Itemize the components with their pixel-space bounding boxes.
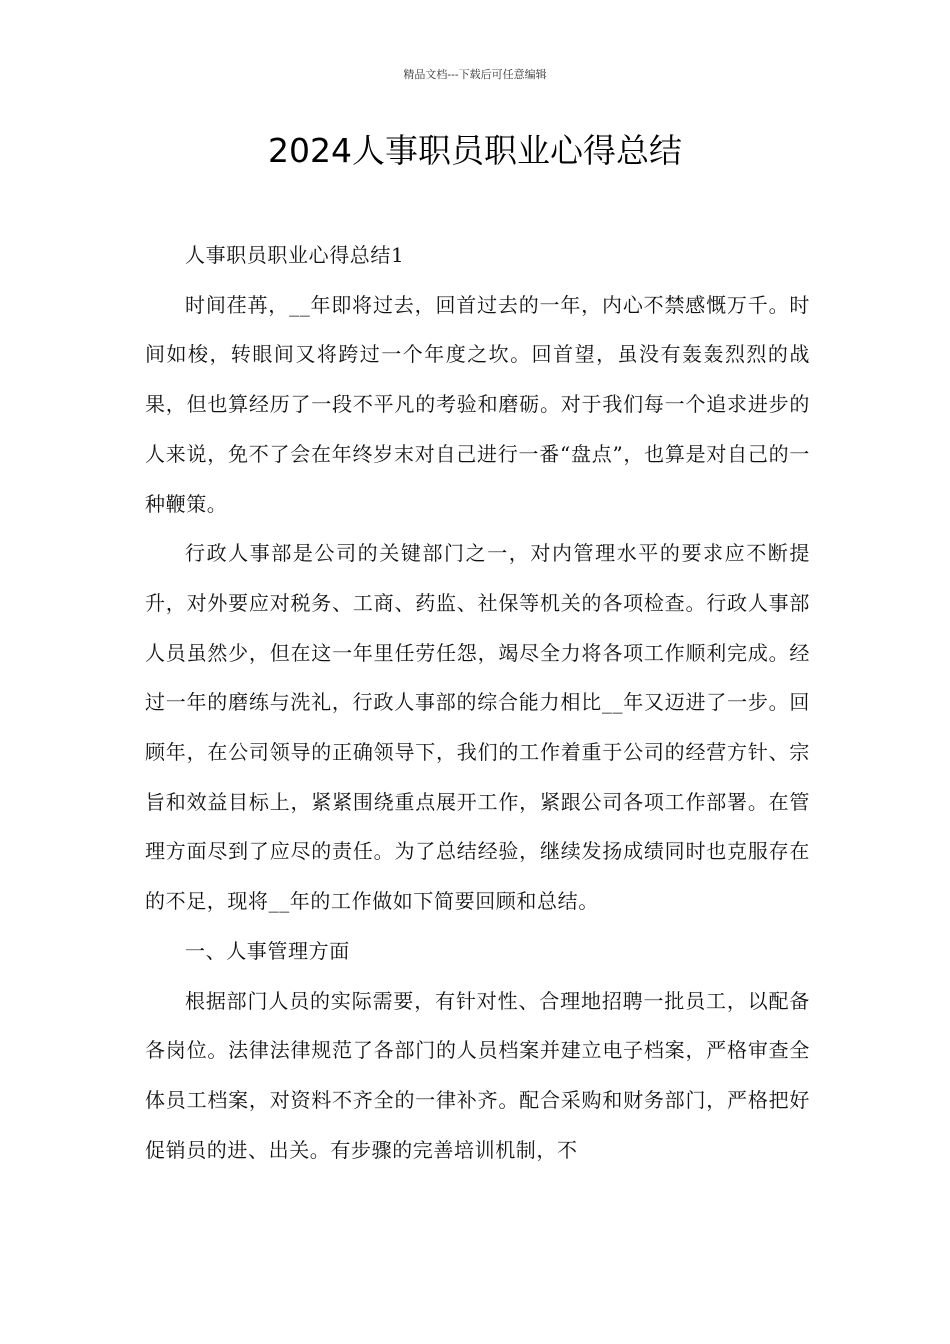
document-title: 2024人事职员职业心得总结 [268, 131, 682, 170]
section-heading: 人事职员职业心得总结1 [185, 243, 405, 267]
document-body [145, 231, 810, 1175]
section-heading: 一、人事管理方面 [185, 938, 350, 963]
body-paragraph: 时间荏苒，__年即将过去，回首过去的一年，内心不禁感慨万千。时间如梭，转眼间又将跨过一个年度之坎。回首望，虽没有轰轰烈烈的战果，但也算经历了一段不平凡的考验和磨砺。对于我们每一个追求进步的人来说，免不了会在年终岁末对自己进行一番“盘点”，也算是对自己的一种鞭策。 [145, 292, 810, 516]
body-paragraph: 行政人事部是公司的关键部门之一，对内管理水平的要求应不断提升，对外要应对税务、工商、药监、社保等机关的各项检查。行政人事部人员虽然少，但在这一年里任劳任怨，竭尽全力将各项工作顺利完成。经过一年的磨练与洗礼，行政人事部的综合能力相比__年又迈进了一步。回顾年，在公司领导的正确领导下，我们的工作着重于公司的经营方针、宗旨和效益目标上，紧紧围绕重点展开工作，紧跟公司各项工作部署。在管理方面尽到了应尽的责任。为了总结经验，继续发扬成绩同时也克服存在的不足，现将__年的工作做如下简要回顾和总结。 [145, 541, 810, 914]
page-header: 精品文档---下载后可任意编辑 [403, 68, 547, 81]
body-paragraph: 根据部门人员的实际需要，有针对性、合理地招聘一批员工，以配备各岗位。法律法律规范了各部门的人员档案并建立电子档案，严格审查全体员工档案，对资料不齐全的一律补齐。配合采购和财务部门，严格把好促销员的进、出关。有步骤的完善培训机制，不 [145, 988, 810, 1162]
